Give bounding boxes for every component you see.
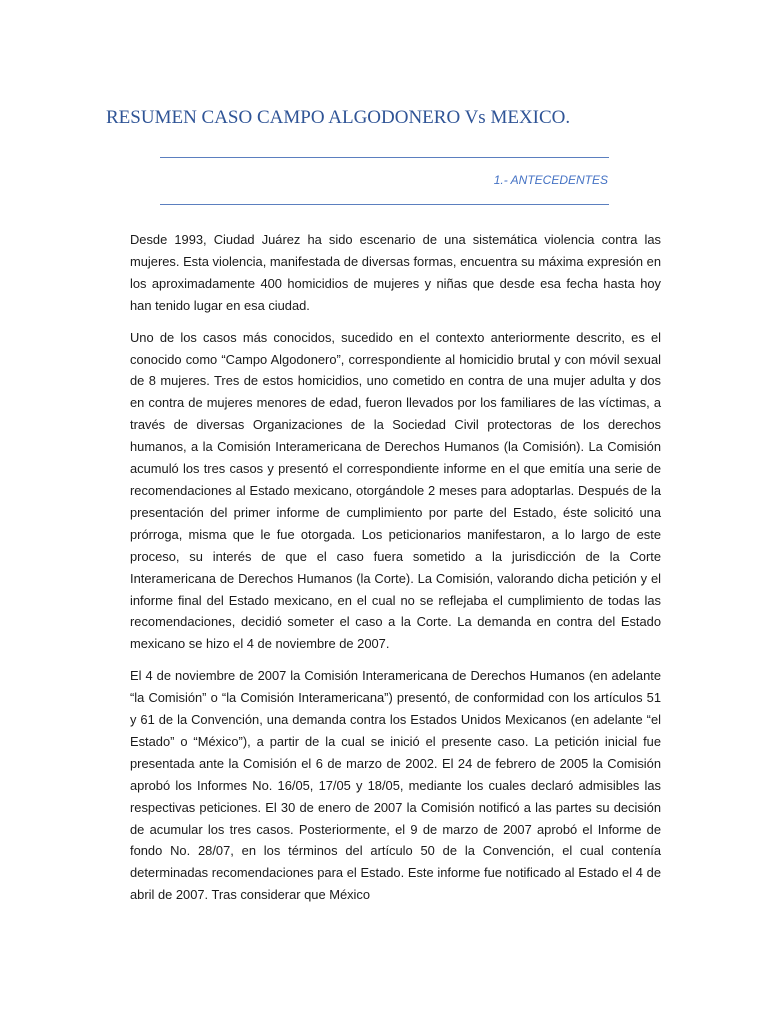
- document-body: [130, 229, 661, 916]
- document-title: RESUMEN CASO CAMPO ALGODONERO Vs MEXICO.: [106, 107, 571, 128]
- heading-rule-bottom: [160, 204, 609, 205]
- paragraph-3: El 4 de noviembre de 2007 la Comisión Interamericana de Derechos Humanos (en adelante “la Comisión” o “la Comisión Interamericana”) presentó, de conformidad con los artículos 51 y 61 de la Convención, una demanda contra los Estados Unidos Mexicanos (en adelante “el Estado” o “México”), a partir de la cual se inició el presente caso. La petición inicial fue presentada ante la Comisión el 6 de marzo de 2002. El 24 de febrero de 2005 la Comisión aprobó los Informes No. 16/05, 17/05 y 18/05, mediante los cuales declaró admisibles las respectivas peticiones. El 30 de enero de 2007 la Comisión notificó a las partes su decisión de acumular los tres casos. Posteriormente, el 9 de marzo de 2007 aprobó el Informe de fondo No. 28/07, en los términos del artículo 50 de la Convención, el cual contenía determinadas recomendaciones para el Estado. Este informe fue notificado al Estado el 4 de abril de 2007. Tras considerar que México: [130, 668, 661, 903]
- section-heading: 1.- ANTECEDENTES: [493, 173, 608, 187]
- paragraph-1: Desde 1993, Ciudad Juárez ha sido escenario de una sistemática violencia contra las mujeres. Esta violencia, manifestada de diversas formas, encuentra su máxima expresión en los aproximadamente 400 homicidios de mujeres y niñas que desde esa fecha hasta hoy han tenido lugar en esa ciudad.: [130, 232, 661, 313]
- heading-rule-top: [160, 157, 609, 158]
- paragraph-2: Uno de los casos más conocidos, sucedido en el contexto anteriormente descrito, es el conocido como “Campo Algodonero”, correspondiente al homicidio brutal y con móvil sexual de 8 mujeres. Tres de estos homicidios, uno cometido en contra de una mujer adulta y dos en contra de mujeres menores de edad, fueron llevados por los familiares de las víctimas, a través de diversas Organizaciones de la Sociedad Civil protectoras de los derechos humanos, a la Comisión Interamericana de Derechos Humanos (la Comisión). La Comisión acumuló los tres casos y presentó el correspondiente informe en el que emitía una serie de recomendaciones al Estado mexicano, otorgándole 2 meses para adoptarlas. Después de la presentación del primer informe de cumplimiento por parte del Estado, éste solicitó una prórroga, misma que le fue otorgada. Los peticionarios manifestaron, a lo largo de este proceso, su interés de que el caso fuera sometido a la jurisdicción de la Corte Interamericana de Derechos Humanos (la Corte). La Comisión, valorando dicha petición y el informe final del Estado mexicano, en el cual no se reflejaba el cumplimiento de todas las recomendaciones, decidió someter el caso a la Corte. La demanda en contra del Estado mexicano se hizo el 4 de noviembre de 2007.: [130, 329, 661, 652]
